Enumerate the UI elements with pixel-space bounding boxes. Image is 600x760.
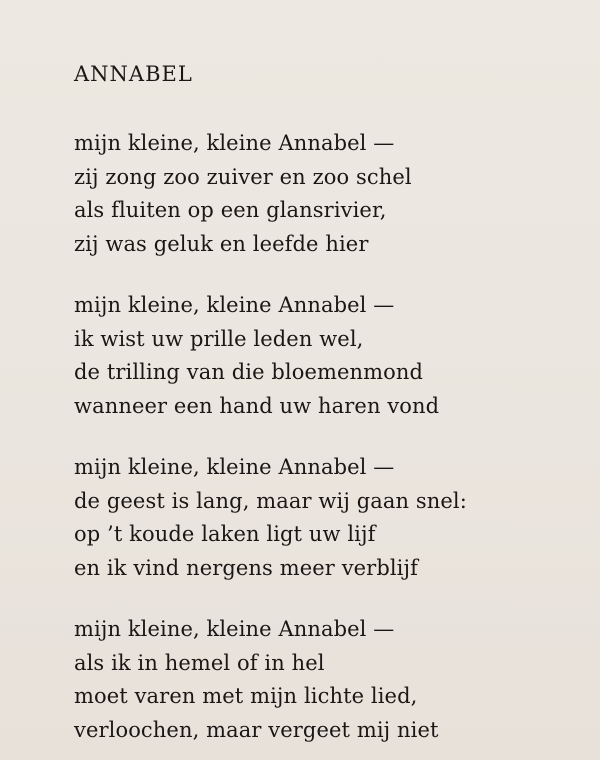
poem-line: mijn kleine, kleine Annabel — <box>74 617 395 641</box>
poem-line: de trilling van die bloemenmond <box>74 360 424 384</box>
poem-line: op ’t koude laken ligt uw lijf <box>74 522 376 546</box>
stanza-1 <box>74 127 574 261</box>
poem-title: ANNABEL <box>74 62 193 86</box>
poem-line: zij zong zoo zuiver en zoo schel <box>74 164 412 189</box>
poem-line: de geest is lang, maar wij gaan snel: <box>74 488 467 513</box>
poem-line: mijn kleine, kleine Annabel — <box>74 455 395 479</box>
poem-line: als fluiten op een glansrivier, <box>74 198 387 222</box>
poem-line: wanneer een hand uw haren vond <box>74 393 440 418</box>
poem-line: mijn kleine, kleine Annabel — <box>74 293 395 317</box>
poem-line: mijn kleine, kleine Annabel — <box>74 131 395 155</box>
poem-body <box>74 127 574 747</box>
poem-line: ik wist uw prille leden wel, <box>74 326 364 351</box>
poem-line: en ik vind nergens meer verblijf <box>74 555 418 580</box>
poem-line: zij was geluk en leefde hier <box>74 231 369 256</box>
stanza-2 <box>74 289 574 423</box>
stanza-3 <box>74 451 574 585</box>
poem-line: als ik in hemel of in hel <box>74 650 325 675</box>
stanza-4 <box>74 613 574 747</box>
poem-line: moet varen met mijn lichte lied, <box>74 684 418 708</box>
poem-line: verloochen, maar vergeet mij niet <box>74 717 439 742</box>
